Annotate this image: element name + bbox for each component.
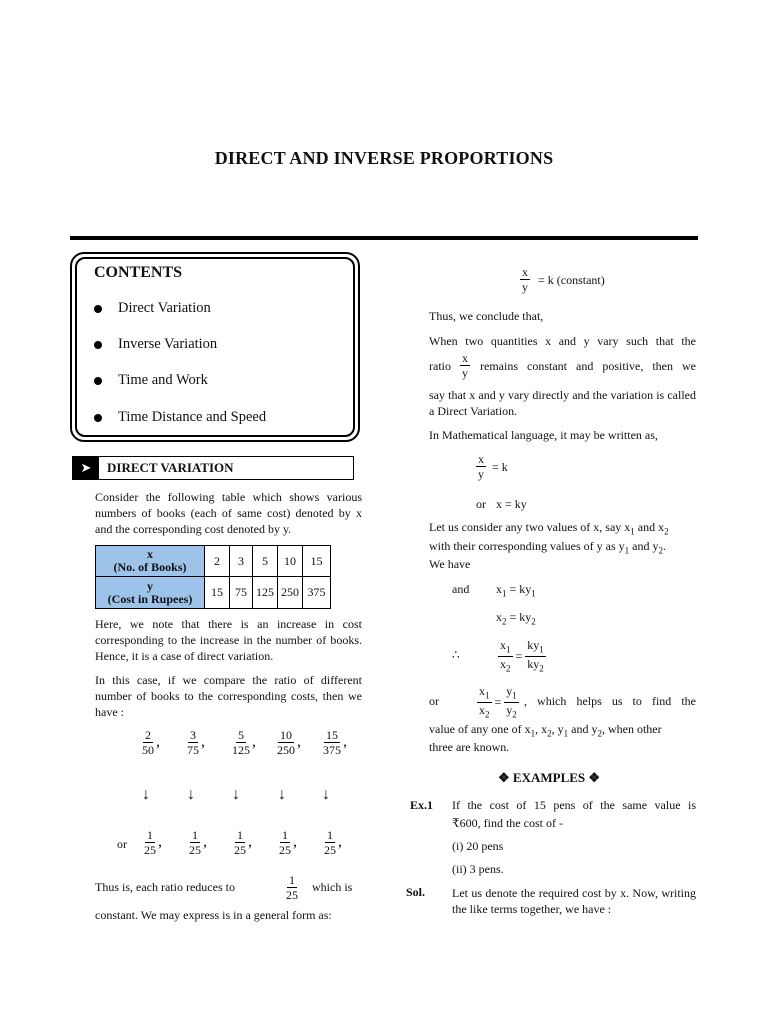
ratio [460,351,470,380]
subscript: 1 [531,588,536,599]
var: y [557,722,564,736]
title-rule [70,236,698,240]
observation-paragraph: Here, we note that there is an increase in cost corresponding to the increase in the number of books. Hence, it is a case of direct variation. [95,617,362,663]
var: y [533,657,540,672]
thus-text-a: Thus is, each ratio reduces to [95,880,235,894]
comma: , [248,833,252,851]
table-header-x [96,546,205,577]
table-header-y [96,577,205,609]
ratio [185,728,230,757]
ratio [284,873,300,902]
var: k [527,638,534,652]
ratio-den: y [462,366,468,380]
ratio-den: 375 [323,743,341,757]
bullet-icon [94,377,102,385]
books-cost-table [95,545,331,609]
ratio-num: 10 [280,728,292,742]
text: Let us consider any two values of x, say x [429,520,631,534]
subscript: 2 [539,663,544,674]
section-heading-label: DIRECT VARIATION [107,460,234,475]
subscript: 1 [624,545,630,556]
subscript: 1 [530,728,536,739]
therefore-icon: ∴ [452,648,460,662]
contents-item [94,409,266,426]
comma: , [338,833,342,851]
contents-item-label: Time Distance and Speed [118,409,267,425]
eq-constant: = k (constant) [538,273,605,287]
subscript: 2 [547,728,552,739]
ratio-row [140,728,380,757]
down-arrow-icon: ↓ [142,786,150,803]
subscript: 1 [506,644,511,655]
say-text: say that x and y vary directly and the variation is called a Direct Variation. [429,388,696,418]
table-cell: 375 [303,577,331,609]
ratio [476,452,486,481]
ratio-den: 50 [142,743,154,757]
table-cell: 15 [205,577,230,609]
var: y [506,703,513,718]
ratio-den: 25 [234,843,246,857]
solution-label: Sol. [406,885,426,899]
down-arrow-icon: ↓ [187,786,195,803]
eq-x2 [496,610,536,626]
math-lang-text: In Mathematical language, it may be written as, [429,428,658,442]
bullet-icon [94,414,102,422]
ratio-num: 2 [145,728,151,742]
var: x [500,657,506,672]
table-cell: 5 [253,546,278,577]
comma: , [203,833,207,851]
text: when other [607,722,662,736]
ratio-den: 25 [144,843,156,857]
table-cell: 125 [253,577,278,609]
ratio-num: 5 [238,728,244,742]
contents-item-label: Inverse Variation [118,336,218,352]
eq-x-ky: x = ky [496,497,527,511]
var: x [500,638,506,652]
or-label: or [429,694,439,708]
subscript: 1 [539,644,544,655]
ratio [277,828,322,857]
ratio-num: 3 [190,728,196,742]
table-cell: 3 [230,546,253,577]
option-1: (i) 20 pens [452,839,504,853]
ratio [520,265,530,294]
var: x [479,703,485,718]
subscript: 1 [502,588,507,599]
rupee-icon: ₹ [452,816,460,830]
examples-heading: ❖ EXAMPLES ❖ [498,770,601,785]
ratio-num: 1 [282,828,288,842]
header-desc: (Cost in Rupees) [107,591,193,606]
ratio-tail: remains constant and positive, then we [480,359,696,373]
equals: = [515,649,523,664]
subscript: 2 [658,545,663,556]
ratio-num: x [478,452,484,466]
table-cell: 250 [278,577,303,609]
contents-item [94,336,217,353]
option-2: (ii) 3 pens. [452,862,504,876]
ratio-num: 1 [237,828,243,842]
comma: , [343,733,347,751]
ratio-den: y [478,467,484,481]
conclude-text: Thus, we conclude that, [429,309,544,323]
ratio-word: ratio [429,359,451,373]
down-arrow-icon: ↓ [232,786,240,803]
text: = ky [509,582,532,596]
subscript: 2 [506,663,511,674]
contents-item [94,300,211,317]
ratio-den: 25 [279,843,291,857]
text: and [571,722,589,736]
comma: , [156,733,160,751]
bullet-icon [94,305,102,313]
var: y [533,638,540,652]
solution-text: Let us denote the required cost by x. Now, writing the like terms together, we have : [452,886,696,916]
ratio [142,828,187,857]
var: k [527,657,534,672]
ratio-equation [498,638,546,676]
equals: = [494,695,502,710]
or-label: or [476,497,486,511]
var: x [496,610,502,624]
ratio-den: 25 [286,888,298,902]
ratio-num: 1 [147,828,153,842]
header-var: y [147,578,153,593]
comparison-paragraph: In this case, if we compare the ratio of different number of books to the corresponding costs, then we have : [95,673,362,719]
ratio-num: 15 [326,728,338,742]
ratio-den: 250 [277,743,295,757]
ratio [187,828,232,857]
we-have: We have [429,557,471,571]
ratio-den: 25 [189,843,201,857]
or-label: or [117,837,127,851]
ratio [321,728,366,757]
ratio-num: 1 [289,873,295,887]
example-label: Ex.1 [410,798,434,812]
subscript: 2 [512,709,517,720]
text: value of any one of x [429,722,531,736]
reduced-ratio-row [142,828,382,857]
contents-box [70,252,360,442]
eq-k: = k [492,460,508,474]
ratio [230,728,275,757]
ratio [275,728,321,757]
var: x [541,722,548,736]
comma: , [297,733,301,751]
subscript: 1 [630,526,635,537]
comma: , [201,733,205,751]
contents-heading: CONTENTS [94,264,183,281]
thus-text-c: constant. We may express is in a general form as: [95,908,332,922]
example-text-b-line [452,816,563,831]
subscript: 2 [531,616,536,627]
subscript: 2 [485,709,490,720]
example-text-a: If the cost of 15 pens of the same value is [452,798,696,812]
section-heading [72,456,354,480]
text: and y [632,539,659,553]
ratio-den: 25 [324,843,336,857]
ratio-den: 125 [232,743,250,757]
var: x [479,684,485,698]
var: y [591,722,598,736]
three-known: three are known. [429,740,510,754]
ratio [232,828,277,857]
subscript: 1 [563,728,569,739]
subscript: 2 [597,728,602,739]
table-cell: 75 [230,577,253,609]
text: and x [637,520,665,534]
which-helps: , which helps us to find the [524,694,696,708]
when-text: When two quantities x and y vary such that the [429,334,696,348]
header-desc: (No. of Books) [113,560,187,574]
ratio-den: y [522,280,528,294]
ratio-num: x [522,265,528,279]
ratio-equation [477,684,519,722]
ratio-num: 1 [192,828,198,842]
and-label: and [452,582,470,596]
ratio-num: 1 [327,828,333,842]
table-cell: 10 [278,546,303,577]
var: y [506,684,513,698]
arrow-right-icon: ➤ [73,457,99,479]
ratio-num: x [462,351,468,365]
ratio [140,728,185,757]
var: x [496,582,502,596]
text: with their corresponding values of y as y [429,539,625,553]
comma: , [252,733,256,751]
text: = ky [509,610,532,624]
contents-item-label: Direct Variation [118,300,211,316]
contents-item-label: Time and Work [118,372,208,388]
intro-paragraph: Consider the following table which shows various numbers of books (each of same cost) denoted by x and the corresponding cost denoted by y. [95,490,362,536]
subscript: 1 [512,690,517,701]
table-cell: 2 [205,546,230,577]
comma: , [293,833,297,851]
ratio-den: 75 [187,743,199,757]
subscript: 2 [664,526,669,537]
header-var: x [147,547,153,561]
down-arrow-icon: ↓ [278,786,286,803]
text: 600, find the cost of - [459,816,563,830]
comma: , [158,833,162,851]
let-consider-line [429,520,699,536]
table-cell: 15 [303,546,331,577]
ratio [322,828,367,857]
with-values-line: with their corresponding values of y as $y_1$ and $y_2$. [429,539,666,556]
contents-item [94,372,208,389]
subscript: 2 [502,616,507,627]
down-arrow-icon: ↓ [322,786,330,803]
bullet-icon [94,341,102,349]
thus-text-b: which is [312,880,353,894]
eq-x1 [496,582,536,598]
value-line: value of any one of $x_1$, $x_2$, $y_1$ and $y_2$, when other [429,722,662,739]
page-title: DIRECT AND INVERSE PROPORTIONS [214,148,554,168]
subscript: 1 [485,690,490,701]
